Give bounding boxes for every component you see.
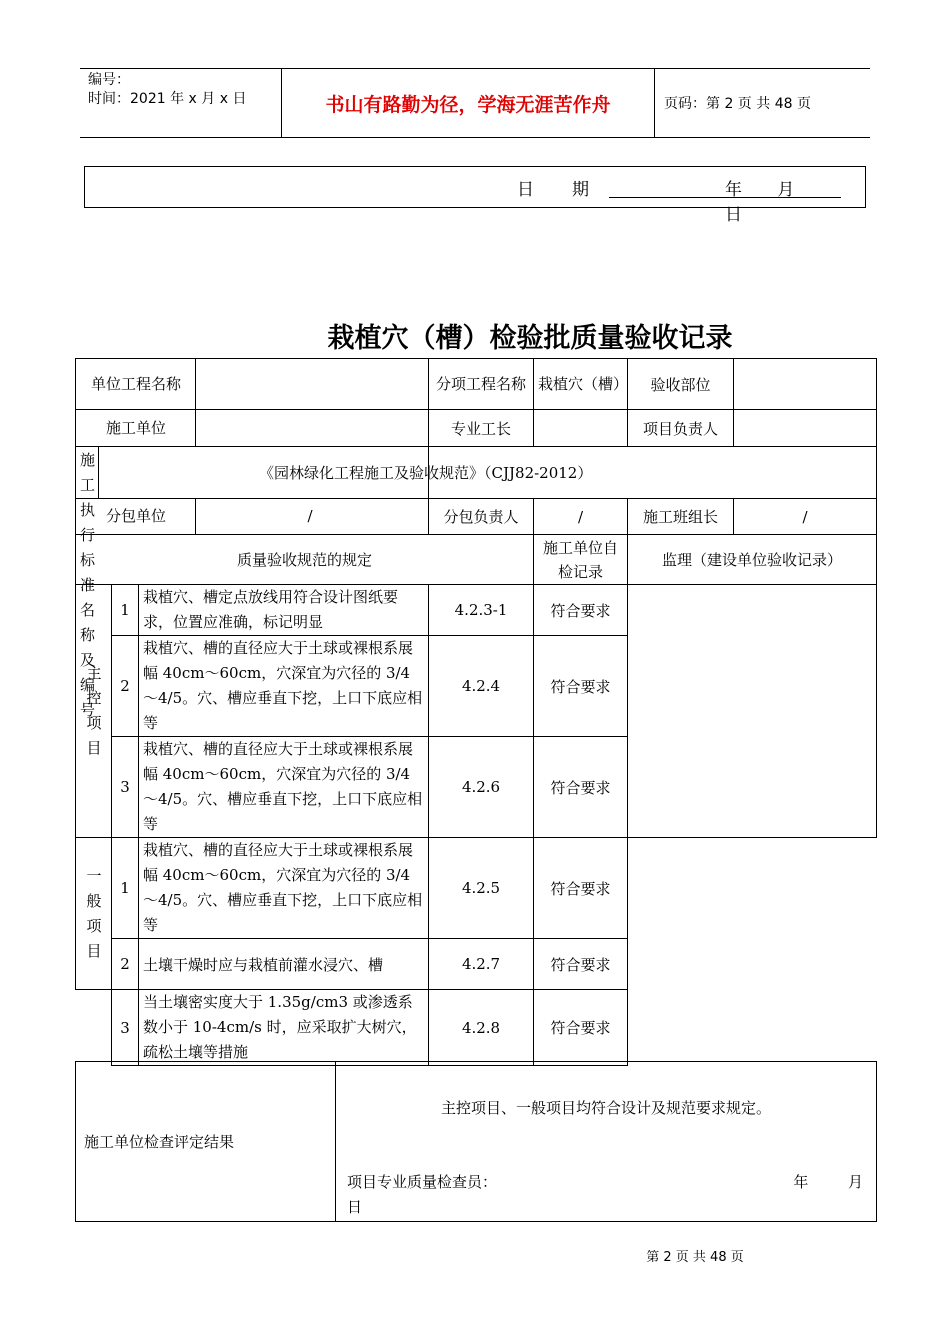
item-clause: 4.2.7 (429, 939, 534, 990)
project-leader-label: 项目负责人 (628, 410, 734, 447)
team-leader-value: / (734, 499, 877, 535)
item-no: 2 (112, 636, 139, 737)
supervision-record-main[interactable] (628, 585, 877, 838)
item-result: 符合要求 (534, 838, 628, 939)
item-result: 符合要求 (534, 585, 628, 636)
unit-project-value[interactable] (195, 359, 424, 409)
document-header (80, 68, 870, 138)
page-title: 栽植穴（槽）检验批质量验收记录 (327, 323, 733, 354)
item-no: 3 (112, 737, 139, 838)
header-slogan: 书山有路勤为径，学海无涯苦作舟 (282, 69, 655, 137)
item-result: 符合要求 (534, 939, 628, 990)
item-no: 1 (112, 585, 139, 636)
unit-project-cell (76, 359, 429, 410)
date-label: 日期 (517, 180, 627, 200)
sign-day: 日 (347, 1198, 363, 1216)
project-leader-value[interactable] (734, 410, 877, 447)
spec-heading: 质量验收规范的规定 (76, 535, 534, 585)
item-clause: 4.2.3-1 (429, 585, 534, 636)
supervision-record-general[interactable] (628, 838, 877, 1066)
date-fields (725, 175, 865, 225)
evaluation-conclusion: 主控项目、一般项目均符合设计及规范要求规定。 (440, 1099, 771, 1117)
item-text: 栽植穴、槽定点放线用符合设计图纸要求，位置应准确，标记明显 (139, 585, 429, 636)
sub-project-value: 栽植穴（槽） (534, 359, 628, 410)
sign-month: 月 (847, 1173, 863, 1191)
evaluation-table (75, 1061, 877, 1222)
construction-unit-value[interactable] (195, 410, 424, 446)
item-no: 1 (112, 838, 139, 939)
date-month: 月 (777, 180, 795, 200)
item-result: 符合要求 (534, 636, 628, 737)
general-label: 一般项目 (76, 838, 112, 990)
item-result: 符合要求 (534, 990, 628, 1066)
header-meta (80, 69, 282, 137)
supervision-heading: 监理（建设单位验收记录） (628, 535, 877, 585)
construction-unit-cell (76, 410, 429, 447)
item-clause: 4.2.6 (429, 737, 534, 838)
date-box (84, 166, 866, 225)
standard-label: 施工执行标准名称及编号 (80, 451, 96, 719)
item-clause: 4.2.8 (429, 990, 534, 1066)
time-label: 时间：2021 年 x 月 x 日 (88, 91, 247, 107)
inspector-label: 项目专业质量检查员： (347, 1173, 498, 1191)
subcontractor-label: 分包单位 (105, 507, 166, 525)
item-text: 土壤干燥时应与栽植前灌水浸穴、槽 (139, 939, 429, 990)
sub-leader-label: 分包负责人 (429, 499, 534, 535)
standard-value: 《园林绿化工程施工及验收规范》（CJJ82-2012） (98, 447, 592, 498)
acceptance-part-label: 验收部位 (628, 359, 734, 410)
item-no: 2 (112, 939, 139, 990)
header-page-code: 页码：第 2 页 共 48 页 (664, 96, 811, 112)
item-text: 栽植穴、槽的直径应大于土球或裸根系展幅 40cm～60cm，穴深宜为穴径的 3/4～4/5。穴、槽应垂直下挖，上口下底应相等 (139, 737, 429, 838)
item-result: 符合要求 (534, 737, 628, 838)
item-text: 栽植穴、槽的直径应大于土球或裸根系展幅 40cm～60cm，穴深宜为穴径的 3/4～4/5。穴、槽应垂直下挖，上口下底应相等 (139, 838, 429, 939)
specialty-foreman-label: 专业工长 (429, 410, 534, 447)
sub-project-label: 分项工程名称 (429, 359, 534, 410)
sub-leader-value: / (534, 499, 628, 535)
sign-date-ym (793, 1171, 863, 1192)
self-check-heading: 施工单位自检记录 (534, 535, 628, 585)
item-no: 3 (112, 990, 139, 1066)
item-clause: 4.2.5 (429, 838, 534, 939)
evaluation-body (336, 1062, 877, 1222)
item-text: 栽植穴、槽的直径应大于土球或裸根系展幅 40cm～60cm，穴深宜为穴径的 3/4～4/5。穴、槽应垂直下挖，上口下底应相等 (139, 636, 429, 737)
main-control-label: 主控项目 (76, 585, 112, 838)
date-year: 年 (725, 180, 742, 200)
page-footer: 第 2 页 共 48 页 (646, 1250, 744, 1265)
acceptance-part-value[interactable] (734, 359, 877, 410)
number-label: 编号： (88, 72, 130, 88)
inspection-table (75, 358, 877, 1066)
specialty-foreman-value[interactable] (534, 410, 628, 447)
team-leader-label: 施工班组长 (628, 499, 734, 535)
blank-cell (76, 990, 112, 1066)
construction-unit-label: 施工单位 (105, 419, 166, 437)
subcontractor-value: / (195, 499, 424, 534)
evaluation-label: 施工单位检查评定结果 (76, 1062, 336, 1222)
sign-year: 年 (793, 1173, 809, 1191)
item-clause: 4.2.4 (429, 636, 534, 737)
item-text: 当土壤密实度大于 1.35g/cm3 或渗透系数小于 10-4cm/s 时，应采取扩大树穴，疏松土壤等措施 (139, 990, 429, 1066)
date-day: 日 (725, 205, 742, 225)
unit-project-label: 单位工程名称 (90, 375, 181, 393)
subcontractor-cell (76, 499, 429, 535)
